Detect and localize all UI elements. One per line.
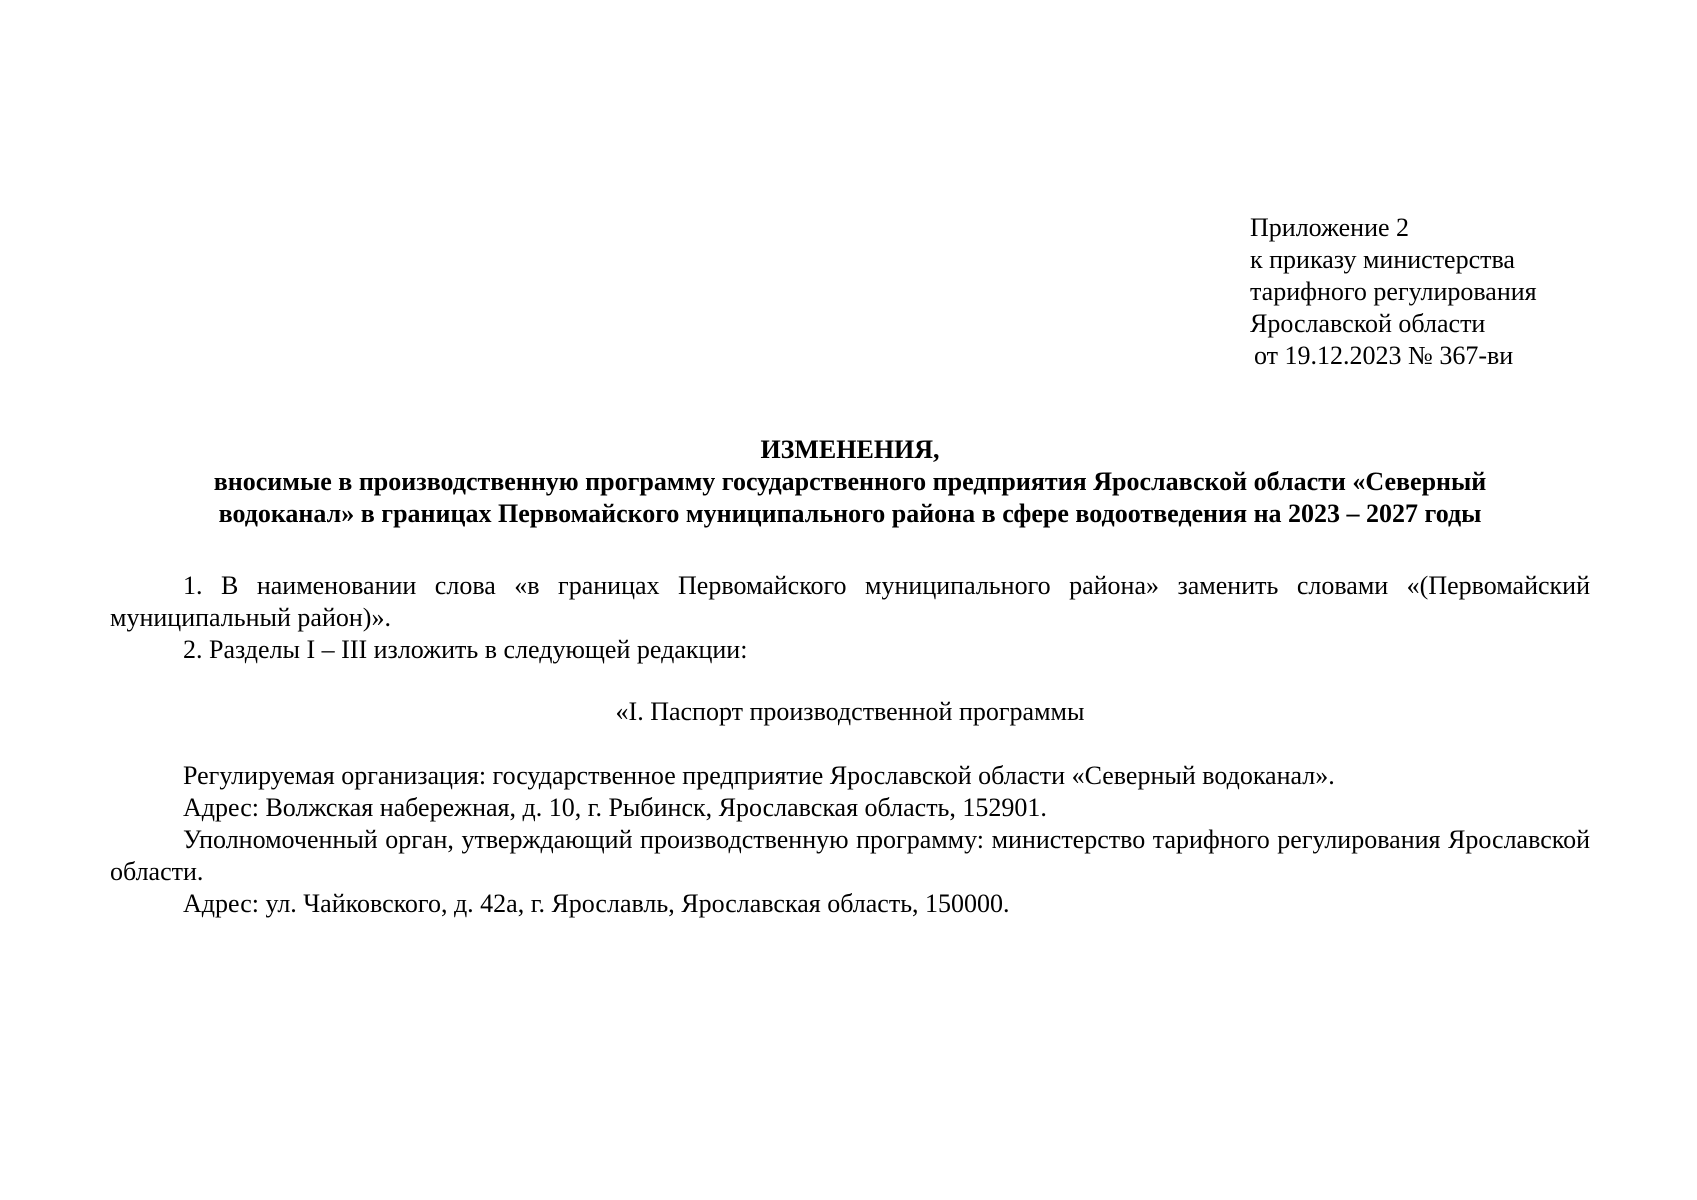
document-body <box>110 570 1590 920</box>
paragraph-organization-address: Адрес: Волжская набережная, д. 10, г. Рыбинск, Ярославская область, 152901. <box>183 793 1047 822</box>
appendix-block <box>1250 212 1537 372</box>
document-title: ИЗМЕНЕНИЯ, <box>760 435 940 464</box>
section-title: «I. Паспорт производственной программы <box>615 697 1085 726</box>
appendix-date-number: от 19.12.2023 № 367-ви <box>1254 341 1514 370</box>
paragraph-authority-address: Адрес: ул. Чайковского, д. 42а, г. Ярославль, Ярославская область, 150000. <box>183 889 1010 918</box>
paragraph-item-2: 2. Разделы I – III изложить в следующей редакции: <box>183 635 748 664</box>
appendix-order-ref: к приказу министерства <box>1250 245 1515 274</box>
appendix-number: Приложение 2 <box>1250 213 1410 242</box>
document-subtitle-line-1: вносимые в производственную программу государственного предприятия Ярославской области «Северный <box>213 467 1487 496</box>
document-heading <box>110 434 1590 530</box>
paragraph-organization: Регулируемая организация: государственное предприятие Ярославской области «Северный водоканал». <box>183 761 1335 790</box>
document-subtitle-line-2: водоканал» в границах Первомайского муниципального района в сфере водоотведения на 2023 – 2027 годы <box>218 499 1482 528</box>
appendix-region: Ярославской области <box>1250 309 1486 338</box>
appendix-ministry: тарифного регулирования <box>1250 277 1537 306</box>
paragraph-authority: Уполномоченный орган, утверждающий производственную программу: министерство тарифного регулирования Ярославской области. <box>110 825 1590 886</box>
paragraph-item-1: 1. В наименовании слова «в границах Первомайского муниципального района» заменить словами «(Первомайский муниципальный район)». <box>110 571 1590 632</box>
